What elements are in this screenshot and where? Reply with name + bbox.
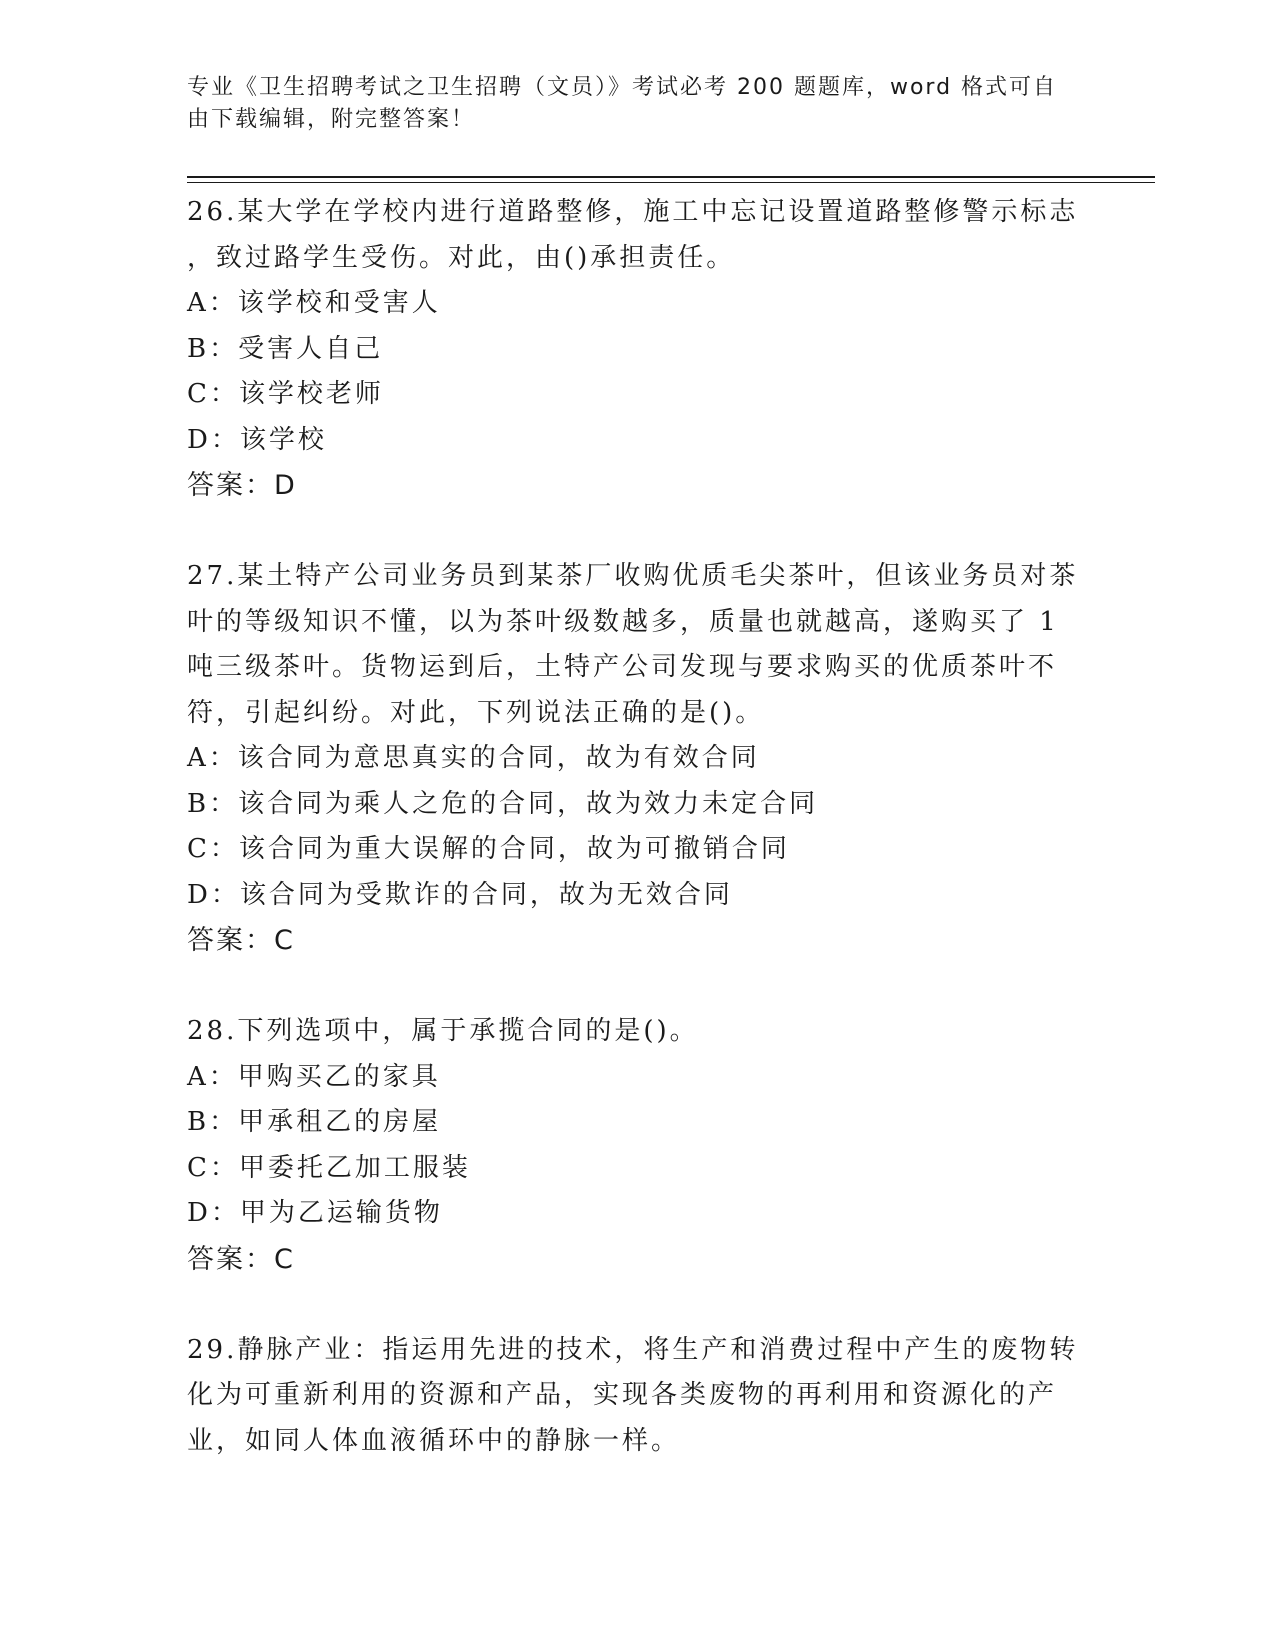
answer: 答案：D bbox=[187, 470, 297, 501]
question-stem: ，致过路学生受伤。对此，由()承担责任。 bbox=[187, 242, 736, 273]
option-d: D：该合同为受欺诈的合同，故为无效合同 bbox=[187, 879, 733, 910]
question-spacer bbox=[187, 964, 1087, 1010]
answer: 答案：C bbox=[187, 1243, 295, 1275]
option-a: A：该学校和受害人 bbox=[187, 288, 441, 318]
question-26 bbox=[187, 190, 1087, 509]
question-stem: 29.静脉产业：指运用先进的技术，将生产和消费过程中产生的废物转 bbox=[187, 1334, 1079, 1365]
question-stem: 28.下列选项中，属于承揽合同的是()。 bbox=[187, 1016, 699, 1046]
option-b: B：该合同为乘人之危的合同，故为效力未定合同 bbox=[187, 788, 819, 819]
question-stem: 化为可重新利用的资源和产品，实现各类废物的再利用和资源化的产 bbox=[187, 1380, 1058, 1410]
question-spacer bbox=[187, 1282, 1087, 1328]
header-divider-thin bbox=[187, 182, 1155, 183]
question-stem: 吨三级茶叶。货物运到后，土特产公司发现与要求购买的优质茶叶不 bbox=[187, 652, 1058, 682]
option-d: D：该学校 bbox=[187, 424, 327, 455]
option-d: D：甲为乙运输货物 bbox=[187, 1198, 443, 1228]
question-stem: 26.某大学在学校内进行道路整修，施工中忘记设置道路整修警示标志 bbox=[187, 197, 1079, 227]
header-divider bbox=[187, 176, 1155, 178]
header-line: 由下载编辑，附完整答案！ bbox=[187, 107, 476, 132]
option-a: A：甲购买乙的家具 bbox=[187, 1061, 441, 1092]
option-a: A：该合同为意思真实的合同，故为有效合同 bbox=[187, 743, 760, 773]
question-spacer bbox=[187, 509, 1087, 555]
question-stem: 27.某土特产公司业务员到某茶厂收购优质毛尖茶叶，但该业务员对茶 bbox=[187, 561, 1079, 591]
question-27 bbox=[187, 554, 1087, 964]
option-b: B：甲承租乙的房屋 bbox=[187, 1107, 442, 1137]
option-c: C：甲委托乙加工服装 bbox=[187, 1152, 471, 1183]
option-c: C：该学校老师 bbox=[187, 379, 384, 409]
question-list bbox=[187, 190, 1087, 1464]
question-stem: 符，引起纠纷。对此，下列说法正确的是()。 bbox=[187, 697, 765, 728]
option-c: C：该合同为重大误解的合同，故为可撤销合同 bbox=[187, 834, 790, 864]
question-29 bbox=[187, 1328, 1087, 1465]
question-28 bbox=[187, 1009, 1087, 1282]
question-stem: 叶的等级知识不懂，以为茶叶级数越多，质量也就越高，遂购买了 1 bbox=[187, 606, 1059, 637]
document-header bbox=[187, 72, 1067, 136]
answer: 答案：C bbox=[187, 925, 295, 956]
header-line: 专业《卫生招聘考试之卫生招聘（文员）》考试必考 200 题题库，word 格式可自 bbox=[187, 75, 1058, 100]
option-b: B：受害人自己 bbox=[187, 333, 384, 364]
question-stem: 业，如同人体血液循环中的静脉一样。 bbox=[187, 1425, 681, 1456]
